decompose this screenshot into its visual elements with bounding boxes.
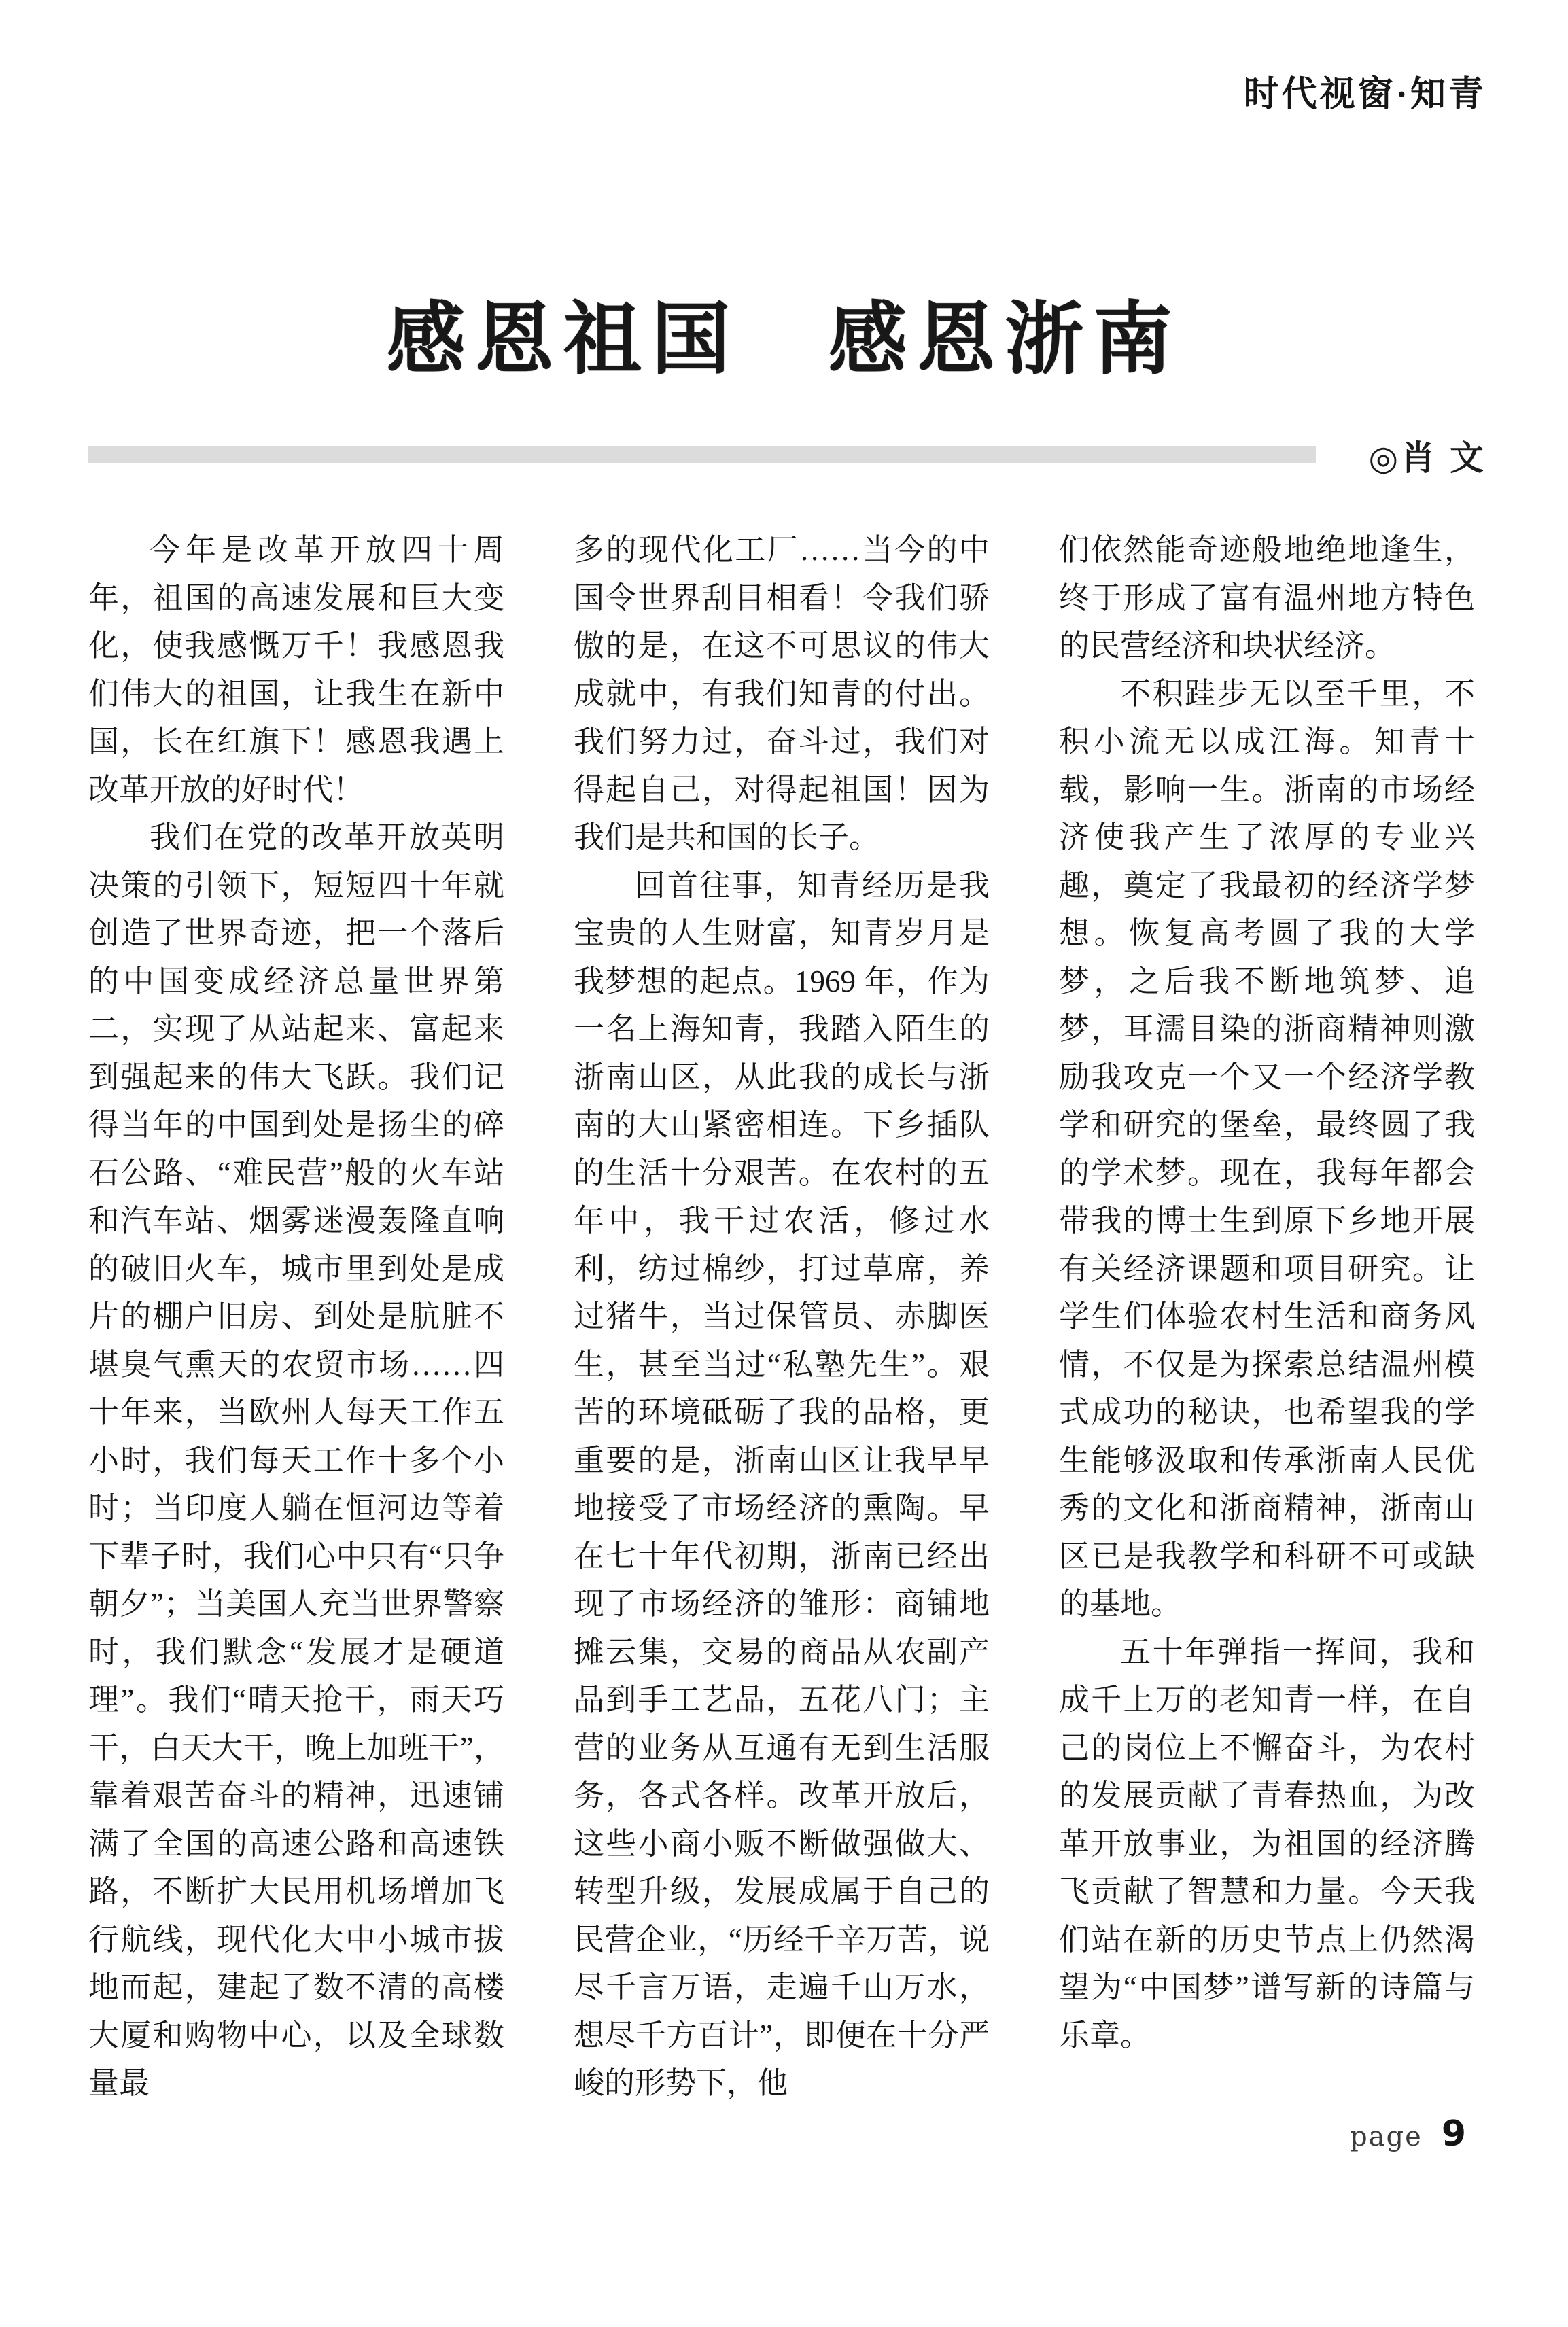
paragraph: 不积跬步无以至千里，不积小流无以成江海。知青十载，影响一生。浙南的市场经济使我产生了浓厚的专业兴趣，奠定了我最初的经济学梦想。恢复高考圆了我的大学梦，之后我不断地筑梦、追梦，耳濡目染的浙商精神则激励我攻克一个又一个经济学教学和研究的堡垒，最终圆了我的学术梦。现在，我每年都会带我的博士生到原下乡地开展有关经济课题和项目研究。让学生们体验农村生活和商务风情，不仅是为探索总结温州模式成功的秘诀，也希望我的学生能够汲取和传承浙南人民优秀的文化和浙商精神，浙南山区已是我教学和科研不可或缺的基地。 [1059, 676, 1475, 1621]
article-title: 感恩祖国 感恩浙南 [386, 297, 1182, 384]
page-label: page [1350, 2121, 1423, 2152]
page-number: 9 [1441, 2114, 1466, 2154]
text-column-3 [1059, 526, 1475, 2107]
author-byline: ◎肖 文 [1368, 439, 1486, 477]
text-column-2 [574, 526, 990, 2107]
divider-bar [88, 446, 1316, 463]
paragraph: 们依然能奇迹般地绝地逢生，终于形成了富有温州地方特色的民营经济和块状经济。 [1059, 533, 1475, 663]
text-column-1 [88, 526, 504, 2107]
page-footer [1350, 2114, 1466, 2154]
paragraph: 我们在党的改革开放英明决策的引领下，短短四十年就创造了世界奇迹，把一个落后的中国变成经济总量世界第二，实现了从站起来、富起来到强起来的伟大飞跃。我们记得当年的中国到处是扬尘的碎石公路、“难民营”般的火车站和汽车站、烟雾迷漫轰隆直响的破旧火车，城市里到处是成片的棚户旧房、到处是肮脏不堪臭气熏天的农贸市场……四十年来，当欧州人每天工作五小时，我们每天工作十多个小时；当印度人躺在恒河边等着下辈子时，我们心中只有“只争朝夕”；当美国人充当世界警察时，我们默念“发展才是硬道理”。我们“晴天抢干，雨天巧干，白天大干，晚上加班干”，靠着艰苦奋斗的精神，迅速铺满了全国的高速公路和高速铁路，不断扩大民用机场增加飞行航线，现代化大中小城市拔地而起，建起了数不清的高楼大厦和购物中心，以及全球数量最 [88, 820, 504, 2100]
paragraph: 多的现代化工厂……当今的中国令世界刮目相看！令我们骄傲的是，在这不可思议的伟大成就中，有我们知青的付出。我们努力过，奋斗过，我们对得起自己，对得起祖国！因为我们是共和国的长子。 [574, 533, 990, 854]
paragraph: 五十年弹指一挥间，我和成千上万的老知青一样，在自己的岗位上不懈奋斗，为农村的发展贡献了青春热血，为改革开放事业，为祖国的经济腾飞贡献了智慧和力量。今天我们站在新的历史节点上仍然渴望为“中国梦”谱写新的诗篇与乐章。 [1059, 1634, 1475, 2052]
paragraph: 今年是改革开放四十周年，祖国的高速发展和巨大变化，使我感慨万千！我感恩我们伟大的祖国，让我生在新中国，长在红旗下！感恩我遇上改革开放的好时代！ [88, 533, 504, 807]
article-body [88, 526, 1475, 2107]
section-header: 时代视窗·知青 [1243, 75, 1486, 114]
paragraph: 回首往事，知青经历是我宝贵的人生财富，知青岁月是我梦想的起点。1969 年，作为一名上海知青，我踏入陌生的浙南山区，从此我的成长与浙南的大山紧密相连。下乡插队的生活十分艰苦。在农村的五年中，我干过农活，修过水利，纺过棉纱，打过草席，养过猪牛，当过保管员、赤脚医生，甚至当过“私塾先生”。艰苦的环境砥砺了我的品格，更重要的是，浙南山区让我早早地接受了市场经济的熏陶。早在七十年代初期，浙南已经出现了市场经济的雏形：商铺地摊云集，交易的商品从农副产品到手工艺品，五花八门；主营的业务从互通有无到生活服务，各式各样。改革开放后，这些小商小贩不断做强做大、转型升级，发展成属于自己的民营企业，“历经千辛万苦，说尽千言万语，走遍千山万水，想尽千方百计”，即便在十分严峻的形势下，他 [574, 868, 990, 2100]
